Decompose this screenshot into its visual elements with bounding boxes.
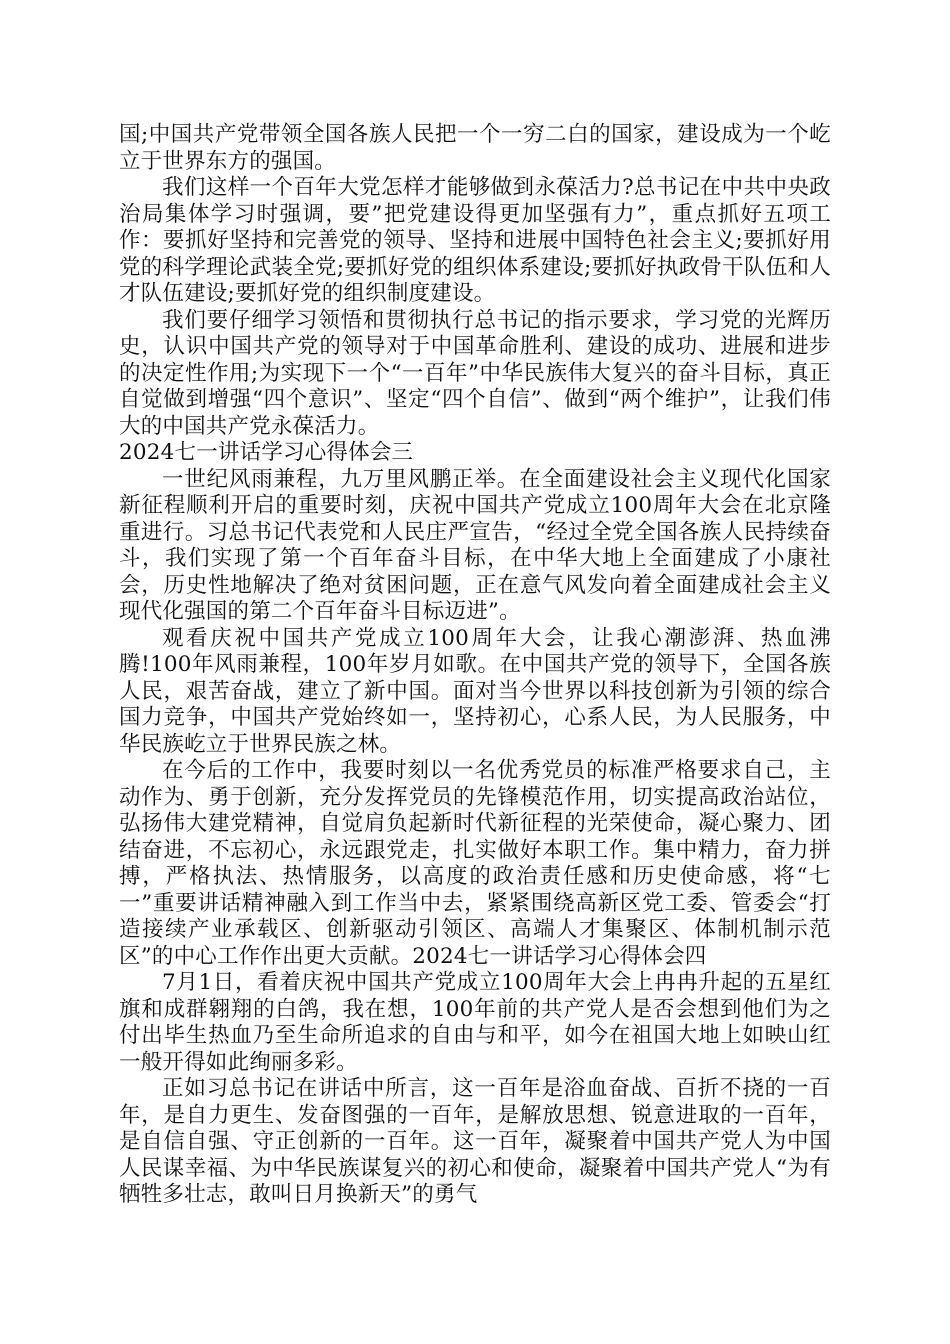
paragraph: 我们这样一个百年大党怎样才能够做到永葆活力?总书记在中共中央政治局集体学习时强调，要”把党建设得更加坚强有力”，重点抓好五项工作：要抓好坚持和完善党的领导、坚持和进展中国特色社会主义;要抓好用党的科学理论武装全党;要抓好党的组织体系建设;要抓好执政骨干队伍和人才队伍建设;要抓好党的组织制度建设。 [119, 175, 831, 306]
section-heading: 2024七一讲话学习心得体会三 [119, 440, 414, 465]
document-page [119, 122, 831, 1209]
paragraph: 一世纪风雨兼程，九万里风鹏正举。在全面建设社会主义现代化国家新征程顺利开启的重要时刻，庆祝中国共产党成立100周年大会在北京隆重进行。习总书记代表党和人民庄严宣告，“经过全党全国各族人民持续奋斗，我们实现了第一个百年奋斗目标，在中华大地上全面建成了小康社会，历史性地解决了绝对贫困问题，正在意气风发向着全面建成社会主义现代化强国的第二个百年奋斗目标迈进”。 [119, 466, 831, 624]
paragraph: 在今后的工作中，我要时刻以一名优秀党员的标准严格要求自己，主动作为、勇于创新，充分发挥党员的先锋模范作用，切实提高政治站位，弘扬伟大建党精神，自觉肩负起新时代新征程的光荣使命，凝心聚力、团结奋进，不忘初心，永远跟党走，扎实做好本职工作。集中精力，奋力拼搏，严格执法、热情服务，以高度的政治责任感和历史使命感，将“七一”重要讲话精神融入到工作当中去，紧紧围绕高新区党工委、管委会“打造接续产业承载区、创新驱动引领区、高端人才集聚区、体制机制示范区”的中心工作作出更大贡献。2024七一讲话学习心得体会四 [119, 758, 831, 969]
paragraph: 观看庆祝中国共产党成立100周年大会，让我心潮澎湃、热血沸腾!100年风雨兼程，100年岁月如歌。在中国共产党的领导下，全国各族人民，艰苦奋战，建立了新中国。面对当今世界以科技创新为引领的综合国力竞争，中国共产党始终如一，坚持初心，心系人民，为人民服务，中华民族屹立于世界民族之林。 [119, 625, 831, 757]
paragraph: 我们要仔细学习领悟和贯彻执行总书记的指示要求，学习党的光辉历史，认识中国共产党的领导对于中国革命胜利、建设的成功、进展和进步的决定性作用;为实现下一个“一百年”中华民族伟大复兴的奋斗目标，真正自觉做到增强“四个意识”、坚定“四个自信”、做到“两个维护”，让我们伟大的中国共产党永葆活力。 [119, 307, 831, 439]
paragraph: 7月1日，看着庆祝中国共产党成立100周年大会上冉冉升起的五星红旗和成群翱翔的白鸽，我在想，100年前的共产党人是否会想到他们为之付出毕生热血乃至生命所追求的自由与和平，如今在祖国大地上如映山红一般开得如此绚丽多彩。 [119, 970, 831, 1075]
paragraph-continuation: 国;中国共产党带领全国各族人民把一个一穷二白的国家，建设成为一个屹立于世界东方的强国。 [119, 122, 831, 174]
paragraph: 正如习总书记在讲话中所言，这一百年是浴血奋战、百折不挠的一百年，是自力更生、发奋图强的一百年，是解放思想、锐意进取的一百年，是自信自强、守正创新的一百年。这一百年，凝聚着中国共产党人为中国人民谋幸福、为中华民族谋复兴的初心和使命，凝聚着中国共产党人“为有牺牲多壮志，敢叫日月换新天”的勇气 [119, 1076, 831, 1207]
